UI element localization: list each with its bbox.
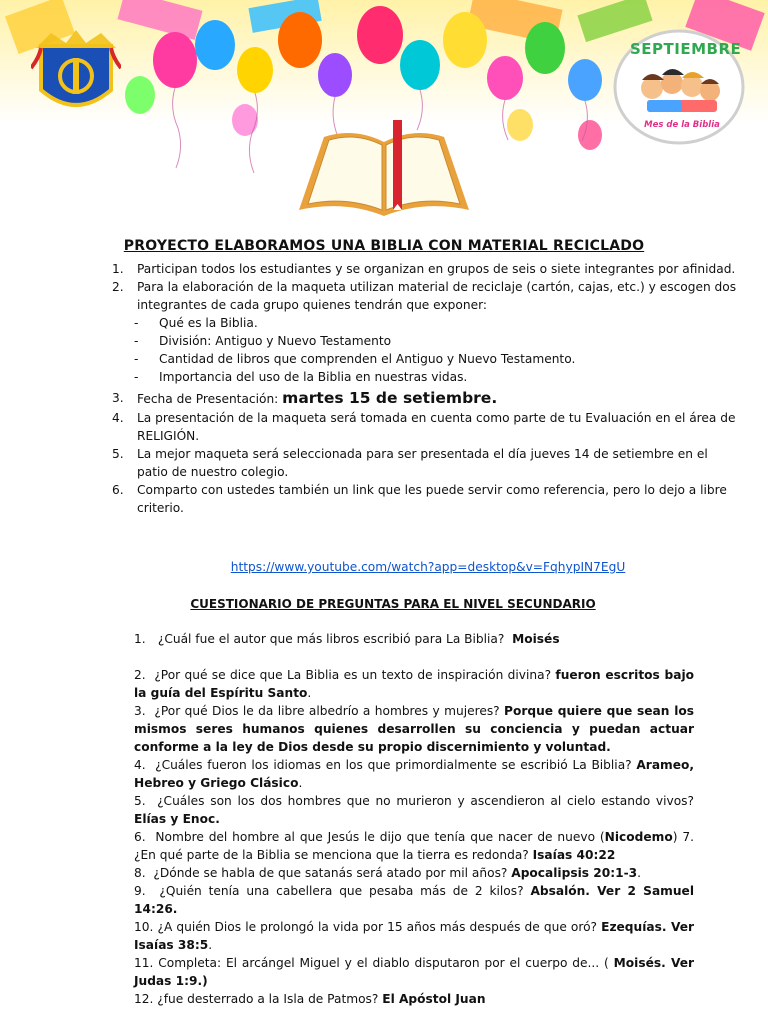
item-number: 4. xyxy=(112,411,124,425)
list-item xyxy=(112,388,742,409)
sub-item-text: División: Antiguo y Nuevo Testamento xyxy=(159,334,392,348)
question-text: ¿Por qué se dice que La Biblia es un texto de inspiración divina? xyxy=(154,668,552,682)
sub-list-item xyxy=(112,368,742,386)
question-number: 4. xyxy=(134,758,146,772)
item-number: 5. xyxy=(112,447,124,461)
badge-subtitle: Mes de la Biblia xyxy=(644,120,720,130)
question-item: 10. ¿A quién Dios le prolongó la vida por 15 años más después de que oró? Ezequías. Ver Isaías 38:5. xyxy=(134,920,694,952)
question-answer: Nicodemo xyxy=(604,830,673,844)
question-item: 5. ¿Cuáles son los dos hombres que no murieron y ascendieron al cielo estando vivos? Elías y Enoc. xyxy=(134,794,694,826)
sub-list-item xyxy=(112,314,742,332)
list-item xyxy=(112,260,742,278)
question-number: 2. xyxy=(134,668,146,682)
item-text: La mejor maqueta será seleccionada para ser presentada el día jueves 14 de setiembre en el patio de nuestro colegio. xyxy=(137,447,708,479)
document-title: PROYECTO ELABORAMOS UNA BIBLIA CON MATERIAL RECICLADO xyxy=(123,238,645,254)
school-crest-icon xyxy=(31,28,121,118)
question-item: 2. ¿Por qué se dice que La Biblia es un texto de inspiración divina? fueron escritos bajo la guía del Espíritu Santo. xyxy=(134,668,694,700)
question-text-continued: ) 7. ¿En qué parte de la Biblia se menciona que la tierra es redonda? xyxy=(134,830,694,862)
instructions-list xyxy=(112,260,742,517)
question-item: 4. ¿Cuáles fueron los idiomas en los que primordialmente se escribió La Biblia? Arameo, Hebreo y Griego Clásico. xyxy=(134,758,695,790)
question-item xyxy=(134,954,694,990)
question-text: ¿A quién Dios le prolongó la vida por 15 años más después de que oró? xyxy=(157,920,598,934)
question-number: 6. xyxy=(134,830,146,844)
question-answer: Ezequías. Ver Isaías 38:5 xyxy=(134,920,694,952)
sub-list-item xyxy=(112,350,742,368)
question-text: ¿Dónde se habla de que satanás será atado por mil años? xyxy=(153,866,508,880)
question-item xyxy=(134,630,694,648)
question-text: ¿fue desterrado a la Isla de Patmos? xyxy=(157,992,379,1006)
item-text: Participan todos los estudiantes y se organizan en grupos de seis o siete integrantes por afinidad. xyxy=(137,262,736,276)
question-text: Nombre del hombre al que Jesús le dijo que tenía que nacer de nuevo ( xyxy=(155,830,605,844)
question-number: 5. xyxy=(134,794,146,808)
septiembre-badge xyxy=(612,28,746,146)
item-number: 1. xyxy=(112,262,124,276)
question-text: ¿Cuál fue el autor que más libros escribió para La Biblia? xyxy=(157,632,505,646)
question-answer: El Apóstol Juan xyxy=(382,992,486,1006)
open-bible-icon xyxy=(294,112,474,222)
item-text: Para la elaboración de la maqueta utilizan material de reciclaje (cartón, cajas, etc.) y escogen dos integrantes de cada grupo quienes tendrán que exponer: xyxy=(137,280,737,312)
question-number: 8. xyxy=(134,866,146,880)
question-answer-2: Isaías 40:22 xyxy=(532,848,616,862)
item-number: 3. xyxy=(112,391,124,405)
question-text: ¿Quién tenía una cabellera que pesaba más de 2 kilos? xyxy=(159,884,524,898)
question-answer: Moisés xyxy=(512,632,560,646)
list-item xyxy=(112,278,742,314)
question-answer: Moisés. Ver Judas 1:9.) xyxy=(134,956,695,988)
question-answer: Absalón. Ver 2 Samuel 14:26. xyxy=(134,884,694,916)
sub-list-item xyxy=(112,332,742,350)
presentation-date: martes 15 de setiembre. xyxy=(282,389,498,407)
item-text: Fecha de Presentación: xyxy=(137,392,279,406)
list-item xyxy=(112,445,742,481)
question-item xyxy=(134,990,694,1008)
question-answer: Porque quiere que sean los mismos seres humanos quienes desarrollen su conciencia y puedan actuar conforme a la ley de Dios desde su propio discernimiento y voluntad. xyxy=(134,704,695,754)
sub-item-text: Qué es la Biblia. xyxy=(159,316,258,330)
dash-bullet: - xyxy=(134,334,139,348)
question-item: 8. ¿Dónde se habla de que satanás será atado por mil años? Apocalipsis 20:1-3. xyxy=(134,866,641,880)
question-answer: Arameo, Hebreo y Griego Clásico xyxy=(134,758,695,790)
question-text: Completa: El arcángel Miguel y el diablo disputaron por el cuerpo de... ( xyxy=(158,956,609,970)
question-answer: fueron escritos bajo la guía del Espíritu Santo xyxy=(134,668,694,700)
youtube-link[interactable]: https://www.youtube.com/watch?app=desktop&v=FqhypIN7EgU xyxy=(230,560,626,574)
dash-bullet: - xyxy=(134,316,139,330)
item-number: 6. xyxy=(112,483,124,497)
question-number: 1. xyxy=(134,632,146,646)
header-banner xyxy=(0,0,768,225)
question-number: 3. xyxy=(134,704,146,718)
item-number: 2. xyxy=(112,280,124,294)
question-number: 11. xyxy=(134,956,154,970)
badge-title: SEPTIEMBRE xyxy=(630,40,742,58)
question-text: ¿Cuáles son los dos hombres que no murieron y ascendieron al cielo estando vivos? xyxy=(157,794,694,808)
list-item xyxy=(112,409,742,445)
item-text: La presentación de la maqueta será tomada en cuenta como parte de tu Evaluación en el área de RELIGIÓN. xyxy=(137,411,736,443)
sub-item-text: Cantidad de libros que comprenden el Antiguo y Nuevo Testamento. xyxy=(159,352,576,366)
question-item xyxy=(134,702,694,756)
question-text: ¿Por qué Dios le da libre albedrío a hombres y mujeres? xyxy=(154,704,500,718)
item-text: Comparto con ustedes también un link que les puede servir como referencia, pero lo dejo a libre criterio. xyxy=(137,483,727,515)
list-item xyxy=(112,481,742,517)
questionnaire-title: CUESTIONARIO DE PREGUNTAS PARA EL NIVEL SECUNDARIO xyxy=(190,597,596,611)
dash-bullet: - xyxy=(134,352,139,366)
question-answer: Apocalipsis 20:1-3 xyxy=(511,866,638,880)
sub-item-text: Importancia del uso de la Biblia en nuestras vidas. xyxy=(159,370,468,384)
question-answer: Elías y Enoc xyxy=(134,812,216,826)
question-text: ¿Cuáles fueron los idiomas en los que primordialmente se escribió La Biblia? xyxy=(155,758,632,772)
dash-bullet: - xyxy=(134,370,139,384)
question-item xyxy=(134,828,694,864)
question-number: 10. xyxy=(134,920,154,934)
questions-list xyxy=(134,630,694,1008)
question-number: 9. xyxy=(134,884,146,898)
question-item xyxy=(134,882,694,918)
reference-link-row xyxy=(0,560,768,574)
question-number: 12. xyxy=(134,992,154,1006)
